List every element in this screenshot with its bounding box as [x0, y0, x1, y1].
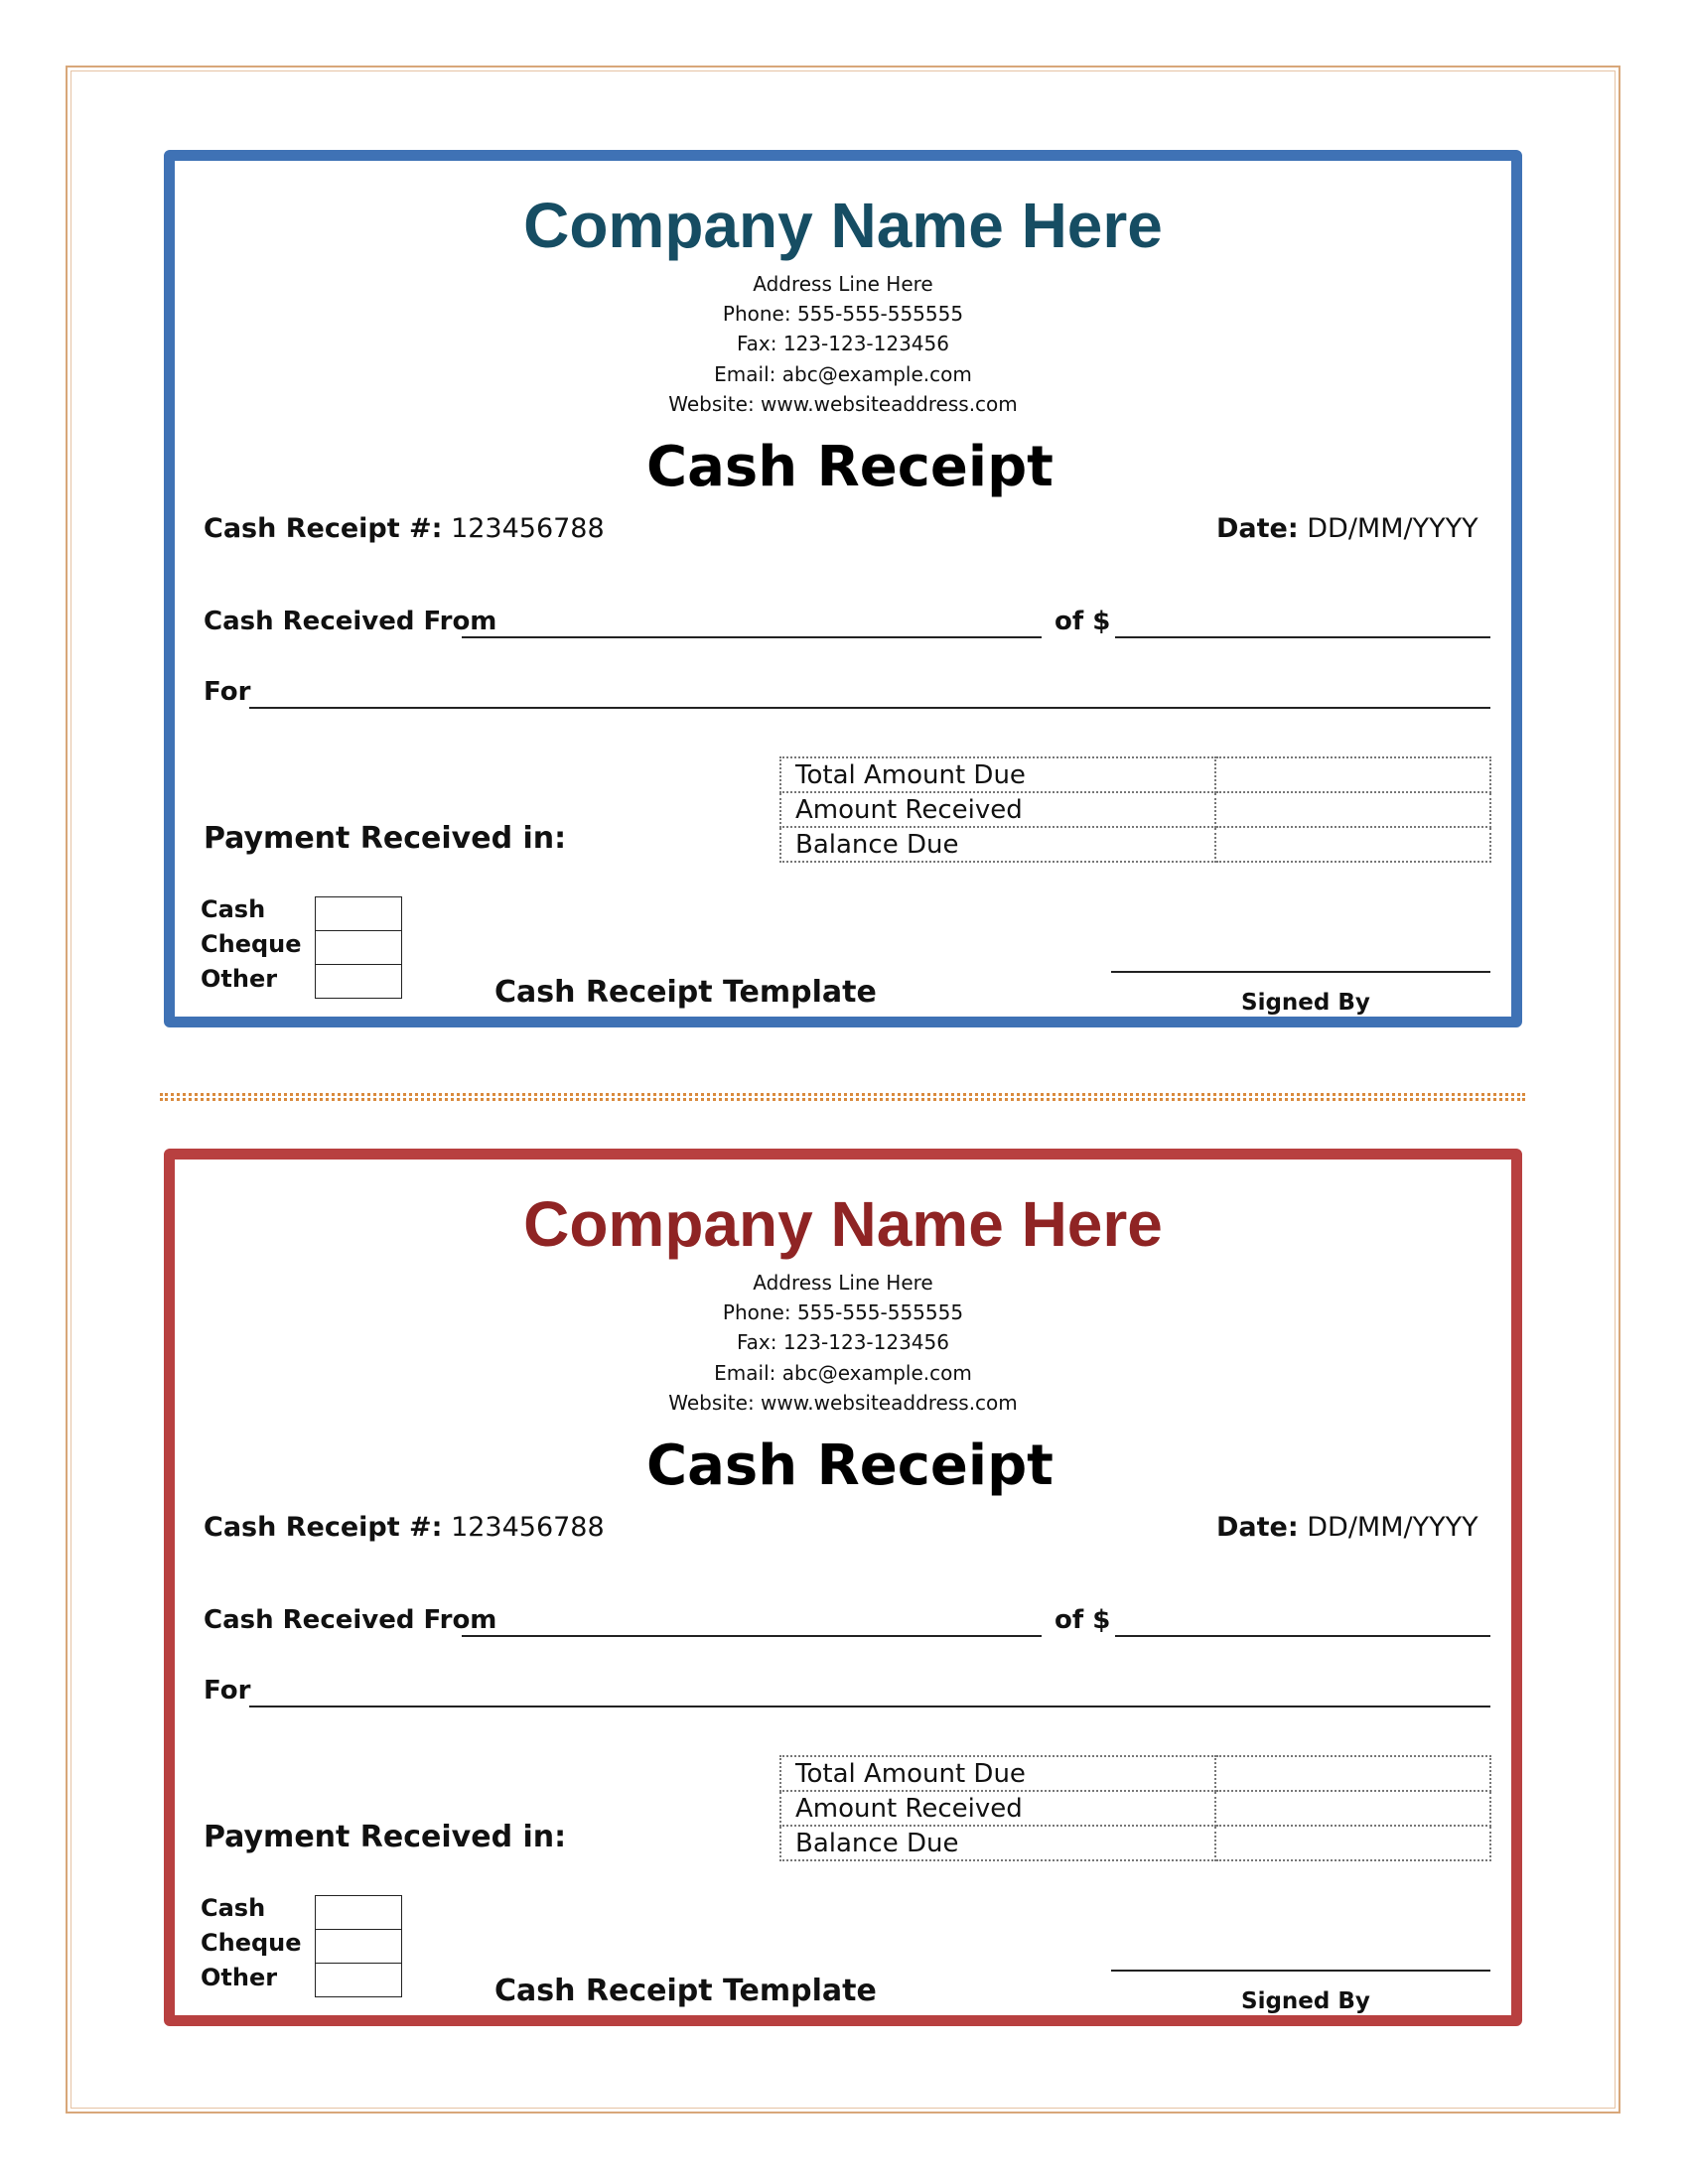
website-line: Website: www.websiteaddress.com: [668, 392, 1018, 416]
signature-field[interactable]: [1111, 971, 1490, 973]
amount-summary-table: [779, 756, 1491, 863]
receipt-number-label: Cash Receipt #:: [204, 1512, 443, 1543]
signed-by-label: Signed By: [1241, 990, 1370, 1016]
template-caption: Cash Receipt Template: [494, 975, 877, 1010]
email-line: Email: abc@example.com: [714, 362, 972, 386]
total-amount-due-label: Total Amount Due: [780, 757, 1215, 792]
payment-other-checkbox[interactable]: [315, 1963, 402, 1997]
receipt-card-blue: [164, 150, 1522, 1027]
for-label: For: [204, 677, 251, 707]
company-name: Company Name Here: [523, 1188, 1163, 1260]
balance-due-cell[interactable]: [1215, 1826, 1490, 1860]
address-line: Address Line Here: [753, 272, 933, 296]
balance-due-label: Balance Due: [780, 827, 1215, 862]
total-amount-due-cell[interactable]: [1215, 1756, 1490, 1791]
amount-field[interactable]: [1115, 1635, 1490, 1637]
email-line: Email: abc@example.com: [714, 1361, 972, 1385]
document-title: Cash Receipt: [646, 435, 1054, 499]
receipt-number-value: 123456788: [451, 513, 605, 544]
received-from-label: Cash Received From: [204, 607, 497, 636]
received-from-field[interactable]: [462, 636, 1042, 638]
payment-cheque-checkbox[interactable]: [315, 1929, 402, 1964]
fax-line: Fax: 123-123-123456: [737, 1330, 949, 1354]
total-amount-due-cell[interactable]: [1215, 757, 1490, 792]
payment-received-heading: Payment Received in:: [204, 1820, 567, 1854]
amount-received-label: Amount Received: [780, 1791, 1215, 1826]
date-value: DD/MM/YYYY: [1307, 513, 1478, 544]
payment-cash-checkbox[interactable]: [315, 896, 402, 931]
balance-due-cell[interactable]: [1215, 827, 1490, 862]
amount-received-cell[interactable]: [1215, 1791, 1490, 1826]
address-line: Address Line Here: [753, 1271, 933, 1295]
website-line: Website: www.websiteaddress.com: [668, 1391, 1018, 1415]
table-row: [780, 827, 1490, 862]
receipt-card-red: [164, 1149, 1522, 2026]
table-row: [780, 1826, 1490, 1860]
date-value: DD/MM/YYYY: [1307, 1512, 1478, 1543]
company-name: Company Name Here: [523, 190, 1163, 261]
receipt-number-value: 123456788: [451, 1512, 605, 1543]
table-row: [780, 757, 1490, 792]
date-row: [1216, 513, 1478, 544]
received-from-label: Cash Received From: [204, 1605, 497, 1635]
total-amount-due-label: Total Amount Due: [780, 1756, 1215, 1791]
payment-option-cash-label: Cash: [201, 895, 266, 923]
receipt-number-row: [204, 1512, 605, 1543]
receipt-number-row: [204, 513, 605, 544]
amount-label: of $: [1055, 607, 1111, 636]
table-row: [780, 1791, 1490, 1826]
document-title: Cash Receipt: [646, 1433, 1054, 1498]
amount-summary-table: [779, 1755, 1491, 1861]
payment-received-heading: Payment Received in:: [204, 821, 567, 856]
amount-field[interactable]: [1115, 636, 1490, 638]
received-from-field[interactable]: [462, 1635, 1042, 1637]
amount-received-cell[interactable]: [1215, 792, 1490, 827]
payment-option-other-label: Other: [201, 1964, 278, 1991]
phone-line: Phone: 555-555-555555: [722, 1300, 964, 1324]
for-field[interactable]: [249, 707, 1490, 709]
date-label: Date:: [1216, 513, 1299, 544]
payment-other-checkbox[interactable]: [315, 964, 402, 999]
payment-option-other-label: Other: [201, 965, 278, 993]
date-row: [1216, 1512, 1478, 1543]
for-label: For: [204, 1676, 251, 1706]
payment-cheque-checkbox[interactable]: [315, 930, 402, 965]
phone-line: Phone: 555-555-555555: [722, 302, 964, 326]
for-field[interactable]: [249, 1706, 1490, 1707]
signature-field[interactable]: [1111, 1970, 1490, 1972]
cut-line-divider: [160, 1093, 1525, 1101]
payment-option-cash-label: Cash: [201, 1894, 266, 1922]
date-label: Date:: [1216, 1512, 1299, 1543]
balance-due-label: Balance Due: [780, 1826, 1215, 1860]
amount-received-label: Amount Received: [780, 792, 1215, 827]
template-caption: Cash Receipt Template: [494, 1974, 877, 2008]
fax-line: Fax: 123-123-123456: [737, 332, 949, 355]
signed-by-label: Signed By: [1241, 1988, 1370, 2014]
amount-label: of $: [1055, 1605, 1111, 1635]
payment-cash-checkbox[interactable]: [315, 1895, 402, 1930]
table-row: [780, 792, 1490, 827]
receipt-number-label: Cash Receipt #:: [204, 513, 443, 544]
payment-option-cheque-label: Cheque: [201, 1929, 302, 1957]
payment-option-cheque-label: Cheque: [201, 930, 302, 958]
table-row: [780, 1756, 1490, 1791]
